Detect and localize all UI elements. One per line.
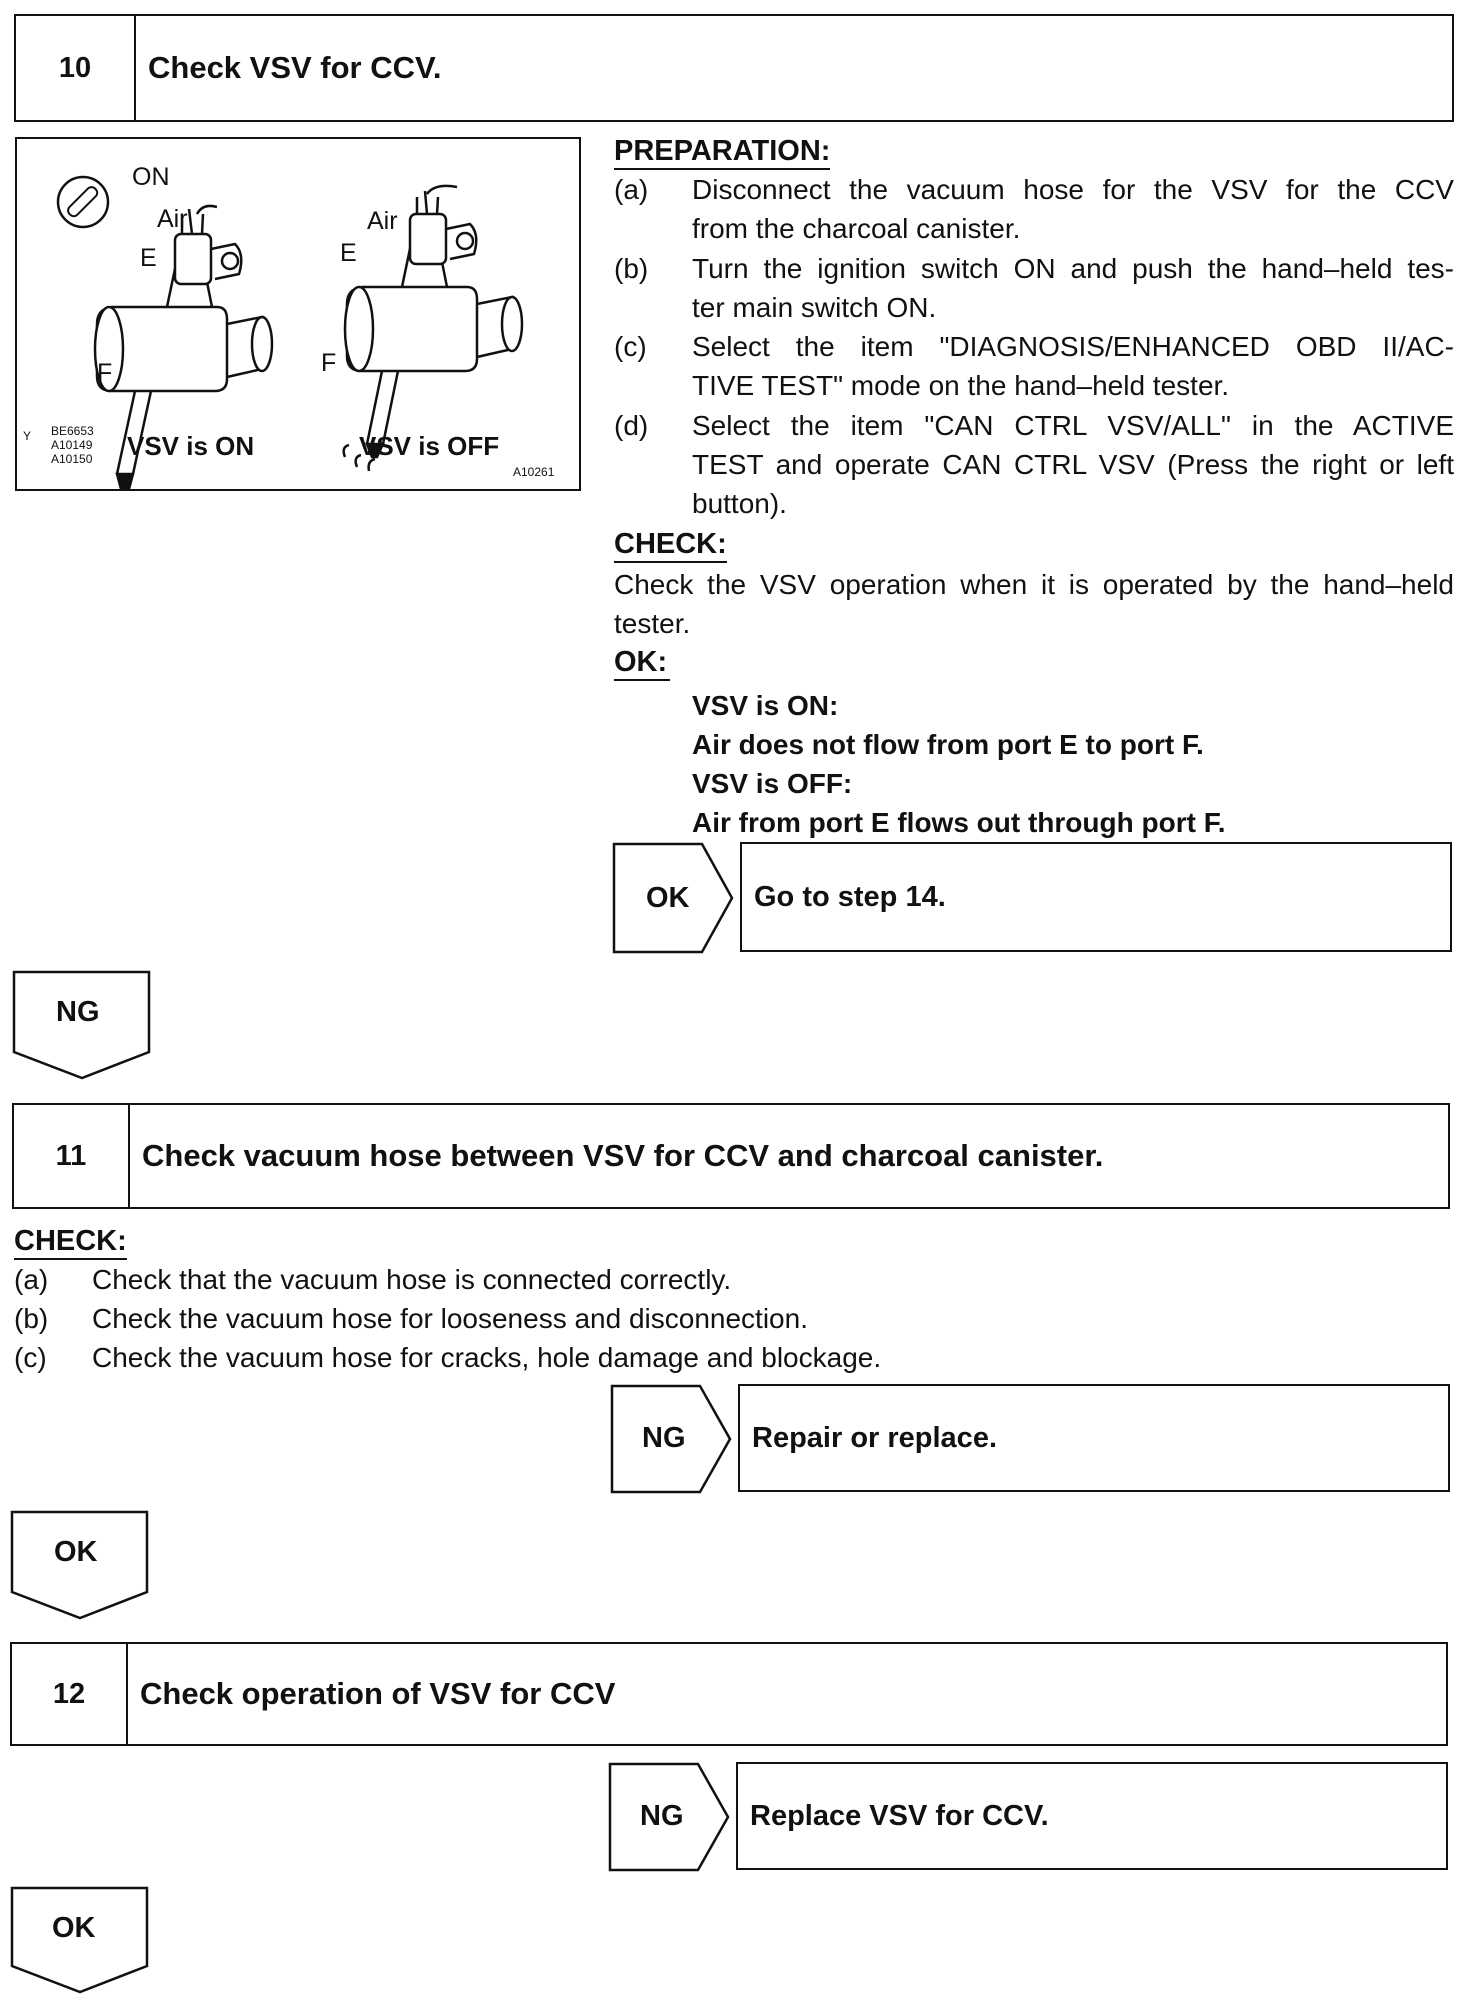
step-11-header [12, 1103, 1450, 1209]
item-text-line: TIVE TEST" mode on the hand–held tester. [692, 370, 1230, 401]
item-text-line: TEST and operate CAN CTRL VSV (Press the right or left [692, 449, 1454, 480]
ignition-switch-icon [58, 177, 108, 227]
check-heading: CHECK: [14, 1224, 127, 1260]
item-text-line: from the charcoal canister. [692, 213, 1021, 244]
check-item-b [14, 1299, 1014, 1339]
item-text-line: Turn the ignition switch ON and push the hand–held tes- [692, 253, 1454, 284]
ok-line: Air does not flow from port E to port F. [692, 729, 1204, 760]
code-a10150: A10150 [51, 452, 93, 466]
port-e-right: E [340, 239, 357, 267]
ok-down-label: OK [52, 1912, 96, 1944]
port-e-left: E [140, 244, 157, 272]
step-title: Check VSV for CCV. [148, 50, 442, 85]
preparation-heading: PREPARATION: [614, 134, 830, 170]
ok-arrow-label: OK [646, 882, 690, 914]
step-title: Check vacuum hose between VSV for CCV and charcoal canister. [142, 1138, 1104, 1173]
item-text-line: button). [692, 488, 787, 519]
figure-code: A10261 [513, 465, 555, 479]
ok-down-label: OK [54, 1536, 98, 1568]
item-label: (c) [614, 331, 647, 362]
check-text-line: Check the VSV operation when it is operated by the hand–held [614, 569, 1454, 600]
prep-item-b [614, 249, 1454, 329]
caption-vsv-off: VSV is OFF [359, 431, 500, 461]
code-be6653: BE6653 [51, 424, 94, 438]
code-a10149: A10149 [51, 438, 93, 452]
prep-item-d [614, 406, 1454, 526]
ng-arrow-label: NG [642, 1422, 686, 1454]
item-text: Check that the vacuum hose is connected correctly. [92, 1264, 732, 1295]
step-12-header [10, 1642, 1448, 1746]
ok-line: VSV is ON: [692, 690, 839, 721]
item-text: Check the vacuum hose for looseness and disconnection. [92, 1303, 808, 1334]
port-f-right: F [321, 349, 337, 377]
ng-arrow-label: NG [640, 1800, 684, 1832]
ok-heading: OK: [614, 645, 670, 681]
item-text-line: Select the item "CAN CTRL VSV/ALL" in the ACTIVE [692, 410, 1454, 441]
air-label-right: Air [367, 207, 398, 235]
item-label: (b) [614, 253, 649, 284]
step-number: 11 [14, 1105, 130, 1207]
check-item-a [14, 1260, 1014, 1300]
item-text-line: Select the item "DIAGNOSIS/ENHANCED OBD II/AC- [692, 331, 1454, 362]
check-heading: CHECK: [614, 527, 727, 563]
item-label: (a) [14, 1264, 49, 1295]
air-label-left: Air [157, 205, 188, 233]
caption-vsv-on: VSV is ON [127, 431, 255, 461]
item-label: (d) [614, 410, 649, 441]
result-replace-vsv: Replace VSV for CCV. [736, 1762, 1448, 1870]
item-label: (b) [14, 1303, 49, 1334]
check-text-line: tester. [614, 608, 691, 639]
item-text: Check the vacuum hose for cracks, hole damage and blockage. [92, 1342, 882, 1373]
ng-down-label: NG [56, 996, 100, 1028]
ignition-on-label: ON [132, 163, 170, 191]
step-number: 10 [16, 16, 136, 120]
step-title: Check operation of VSV for CCV [140, 1676, 616, 1711]
prep-item-a [614, 170, 1454, 250]
result-go-to-step-14: Go to step 14. [740, 842, 1452, 952]
port-f-left: F [97, 359, 113, 387]
item-label: (c) [14, 1342, 47, 1373]
code-y: Y [23, 429, 32, 443]
item-text-line: Disconnect the vacuum hose for the VSV for the CCV [692, 174, 1454, 205]
ok-line: Air from port E flows out through port F. [692, 807, 1226, 838]
item-label: (a) [614, 174, 649, 205]
ok-line: VSV is OFF: [692, 768, 853, 799]
check-item-c [14, 1338, 1014, 1378]
step-number: 12 [12, 1644, 128, 1744]
prep-item-c [614, 327, 1454, 407]
item-text-line: ter main switch ON. [692, 292, 937, 323]
vsv-figure [15, 137, 581, 491]
step-10-header [14, 14, 1454, 122]
result-repair-or-replace: Repair or replace. [738, 1384, 1450, 1492]
